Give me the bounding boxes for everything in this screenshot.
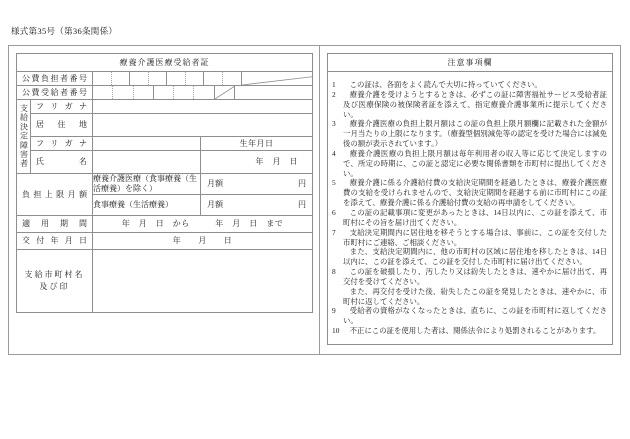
note-text: 療養介護医療の負担上限月額はこの証の負担上限月額欄に記載された金額が一月当たりの上限になります。（療養型個別減免等の認定を受けた場合には減免後の額が表示されています。） (343, 119, 607, 149)
label-char: 付 (36, 236, 45, 245)
table-row (328, 54, 613, 72)
vertical-label-text: 支給決定障害者 (19, 104, 29, 169)
furigana-label-2 (31, 137, 93, 151)
note-subtext: また、再交付を受けた後、紛失したこの証を発見したときは、速やかに、市町村に返してください。 (343, 286, 607, 306)
note-index: 1 (332, 80, 336, 90)
label-char: 公 (22, 87, 30, 97)
public-recipient-number-boxes[interactable] (93, 86, 313, 100)
label-char: 者 (60, 87, 68, 97)
table-row (17, 151, 313, 174)
note-item (332, 326, 607, 336)
furigana-label-1 (31, 100, 93, 114)
label-char: ガ (64, 101, 73, 111)
residence-field[interactable] (93, 114, 313, 137)
label-char: 給 (50, 87, 59, 97)
label-char: 居 (36, 120, 44, 129)
limit-item-2-label: 食事療養（生活療養） (93, 195, 201, 216)
note-item (332, 119, 607, 149)
certificate-panel (9, 46, 320, 354)
yen-label: 円 (298, 200, 306, 209)
name-label (31, 151, 93, 174)
label-char: 用 (41, 219, 49, 228)
monthly-amount-label: 月額 (207, 179, 223, 188)
note-index: 7 (332, 227, 336, 237)
label-char: 号 (79, 87, 87, 97)
label-char: 番 (69, 73, 78, 83)
label-char: 号 (79, 73, 87, 83)
label-char: 費 (31, 73, 40, 83)
table-row (17, 216, 313, 233)
note-text: 療養介護を受けようとするときは、必ずこの証に障害福祉サービス受給者証及び医療保険の被保険者証を添えて、指定療養介護事業所に提示してください。 (343, 89, 607, 119)
table-row (17, 54, 313, 72)
period-field[interactable]: 年 月 日 から 年 月 日 まで (93, 216, 313, 233)
certificate-title: 療養介護医療受給者証 (17, 54, 313, 72)
label-text: 支給市町村名及び印 (24, 270, 85, 291)
table-row (328, 72, 613, 345)
notes-table (327, 53, 613, 345)
label-char: ガ (64, 138, 73, 148)
issue-date-label (17, 233, 93, 250)
public-recipient-number-label (17, 86, 93, 100)
label-char: 名 (79, 157, 87, 166)
limit-item-1-label: 療養介護医療（食事療養（生活療養）を除く） (93, 174, 201, 195)
limit-item-2-amount[interactable] (201, 195, 313, 216)
note-index: 10 (332, 326, 340, 336)
label-char: 氏 (36, 157, 44, 166)
note-index: 8 (332, 267, 336, 277)
label-char: 負 (41, 73, 49, 83)
certificate-table (16, 53, 313, 313)
label-char: 間 (79, 219, 87, 228)
recipient-vertical-label (17, 100, 31, 174)
note-text: 支給決定期間内に居住地を移そうとする場合は、事前に、この証を交付した市町村にご連絡、ご相談ください。 (343, 227, 607, 247)
note-item (332, 90, 607, 120)
outer-frame (8, 45, 621, 355)
monthly-amount-label: 月額 (207, 200, 223, 209)
label-char: 月 (64, 236, 73, 245)
note-text: 療養介護医療の負担上限月額は毎年利用者の収入等に応じて決定しますので、所定の時期に、この証と認定に必要な関係書類を市町村に提出してください。 (343, 148, 607, 178)
label-char: 期 (60, 219, 68, 228)
note-index: 9 (332, 306, 336, 316)
note-index: 5 (332, 178, 336, 188)
label-char: リ (50, 101, 59, 111)
notes-panel (320, 46, 620, 354)
label-char: 担 (50, 73, 59, 83)
label-char: 年 (50, 236, 59, 245)
note-text: この証を破損したり、汚したり又は紛失したときは、速やかに届け出て、再交付を受けてください。 (343, 267, 607, 286)
table-row (17, 174, 313, 195)
notes-title: 注意事項欄 (328, 54, 613, 72)
table-row (17, 100, 313, 114)
label-char: 住 (57, 120, 66, 129)
table-row (17, 250, 313, 313)
diagonal-strike-small-icon (215, 86, 235, 99)
note-text: 不正にこの証を使用した者は、関係法令により処罰されることがあります。 (349, 326, 601, 336)
notes-content-cell (328, 72, 613, 345)
note-item (332, 306, 607, 326)
label-char: 適 (22, 219, 30, 228)
note-text: 受給者の資格がなくなったときは、直ちに、この証を市町村に返してください。 (343, 306, 607, 326)
note-item (332, 149, 607, 179)
note-item (332, 267, 607, 287)
label-char: 者 (60, 73, 68, 83)
note-item (332, 228, 607, 248)
furigana-field-1[interactable] (93, 100, 313, 114)
furigana-field-2[interactable] (93, 137, 201, 151)
municipality-label (17, 250, 93, 313)
label-char: 日 (79, 236, 87, 245)
table-row (17, 114, 313, 137)
label-char: リ (50, 138, 59, 148)
note-text: この証は、各面をよく読んで大切に持っていてください。 (349, 80, 542, 90)
label-char: 額 (78, 189, 87, 199)
notes-list (328, 77, 612, 339)
label-char: 交 (22, 236, 30, 245)
label-char: 担 (33, 189, 42, 199)
label-char: フ (36, 101, 44, 111)
municipality-field[interactable] (93, 250, 313, 313)
note-index: 6 (332, 208, 336, 217)
note-item (332, 178, 607, 208)
label-char: 限 (56, 189, 65, 199)
table-row (17, 72, 313, 86)
note-text: 療養介護に係る介護給付費の支給決定期間を経過したときは、療養介護医療費の支給を受けられませんので、支給決定期間を経過する前に市町村にこの証を添えて、療養介護に係る介護給付費の支給の再申請をしてください。 (343, 178, 607, 208)
limit-label (17, 174, 93, 216)
diagonal-strike-icon (242, 72, 312, 85)
note-index: 4 (332, 148, 336, 158)
label-char: 地 (79, 120, 87, 129)
note-subtext: また、支給決定期間内に、他の市町村の区域に居住地を移したときは、14日以内に、この証を添えて、この証を交付した市町村に届け出てください。 (343, 247, 607, 267)
table-row (17, 233, 313, 250)
public-payer-number-boxes[interactable] (93, 72, 313, 86)
label-char: 番 (69, 87, 78, 97)
period-label (17, 216, 93, 233)
name-field[interactable] (93, 151, 201, 174)
note-text: この証の記載事項に変更があったときは、14日以内に、この証を添えて、市町村にその旨を届け出てください。 (343, 208, 607, 227)
form-number: 様式第35号（第36条関係） (11, 26, 118, 36)
note-index: 3 (332, 119, 336, 129)
birthdate-label: 生年月日 (201, 137, 313, 151)
issue-date-field[interactable]: 年 月 日 (93, 233, 313, 250)
table-row (17, 137, 313, 151)
public-payer-number-label (17, 72, 93, 86)
label-char: ナ (78, 138, 87, 148)
label-char: 負 (22, 189, 30, 199)
label-char: ナ (78, 101, 87, 111)
label-char: フ (36, 138, 44, 148)
table-row (17, 86, 313, 100)
label-char: 月 (67, 189, 76, 199)
label-char: 上 (44, 189, 53, 199)
note-item (332, 208, 607, 228)
note-item (332, 80, 607, 90)
label-char: 受 (41, 87, 49, 97)
limit-item-1-amount[interactable] (201, 174, 313, 195)
label-char: 費 (31, 87, 40, 97)
birthdate-field[interactable]: 年 月 日 (201, 151, 313, 174)
label-char: 公 (22, 73, 30, 83)
yen-label: 円 (298, 179, 306, 188)
note-index: 2 (332, 89, 336, 99)
residence-label (31, 114, 93, 137)
